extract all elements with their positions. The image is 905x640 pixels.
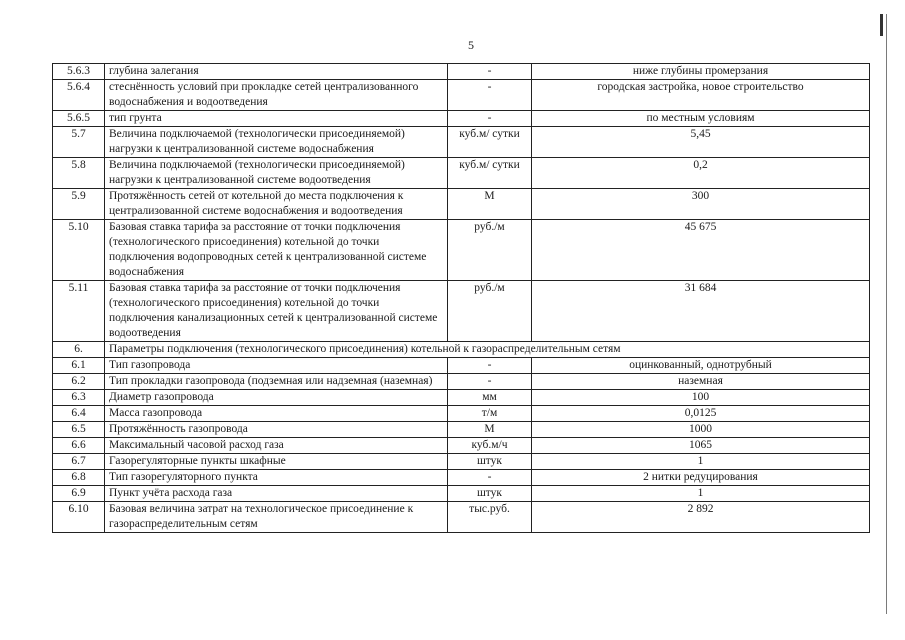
row-value: 45 675 <box>532 220 870 281</box>
row-value: городская застройка, новое строительство <box>532 80 870 111</box>
table-row <box>53 374 870 390</box>
row-description: Базовая величина затрат на технологическое присоединение к газораспределительным сетям <box>105 502 448 533</box>
row-unit: - <box>448 358 532 374</box>
row-description: Базовая ставка тарифа за расстояние от точки подключения (технологического присоединения) котельной до точки подключения водопроводных сетей к централизованной системе водоснабжения <box>105 220 448 281</box>
row-unit: тыс.руб. <box>448 502 532 533</box>
row-unit: - <box>448 470 532 486</box>
table-row <box>53 422 870 438</box>
row-number: 5.8 <box>53 158 105 189</box>
row-description: Газорегуляторные пункты шкафные <box>105 454 448 470</box>
row-value: 0,2 <box>532 158 870 189</box>
table-row <box>53 486 870 502</box>
table-row <box>53 390 870 406</box>
row-unit: - <box>448 80 532 111</box>
row-unit: куб.м/ сутки <box>448 127 532 158</box>
row-number: 5.6.5 <box>53 111 105 127</box>
row-unit: - <box>448 111 532 127</box>
row-number: 6.1 <box>53 358 105 374</box>
scan-edge-mark <box>880 14 883 36</box>
page-number: 5 <box>468 38 474 52</box>
table-row <box>53 127 870 158</box>
table-row <box>53 454 870 470</box>
table-row <box>53 502 870 533</box>
row-description: Протяжённость газопровода <box>105 422 448 438</box>
table-row <box>53 358 870 374</box>
row-description: Пункт учёта расхода газа <box>105 486 448 502</box>
row-value: 0,0125 <box>532 406 870 422</box>
row-unit: штук <box>448 454 532 470</box>
row-value: 300 <box>532 189 870 220</box>
row-number: 5.6.3 <box>53 64 105 80</box>
row-value: оцинкованный, однотрубный <box>532 358 870 374</box>
row-number: 6.4 <box>53 406 105 422</box>
row-description: Величина подключаемой (технологически присоединяемой) нагрузки к централизованной системе водоотведения <box>105 158 448 189</box>
row-value: 31 684 <box>532 281 870 342</box>
row-value: 2 нитки редуцирования <box>532 470 870 486</box>
row-value: 1 <box>532 486 870 502</box>
row-description: Максимальный часовой расход газа <box>105 438 448 454</box>
row-value: по местным условиям <box>532 111 870 127</box>
row-number: 6.2 <box>53 374 105 390</box>
row-unit: мм <box>448 390 532 406</box>
row-number: 5.9 <box>53 189 105 220</box>
row-value: ниже глубины промерзания <box>532 64 870 80</box>
row-number: 5.7 <box>53 127 105 158</box>
row-description: Тип прокладки газопровода (подземная или надземная (наземная) <box>105 374 448 390</box>
row-description: Масса газопровода <box>105 406 448 422</box>
row-number: 6.10 <box>53 502 105 533</box>
table-row <box>53 406 870 422</box>
row-number: 6.5 <box>53 422 105 438</box>
row-value: 1000 <box>532 422 870 438</box>
table-row <box>53 64 870 80</box>
row-value: 5,45 <box>532 127 870 158</box>
row-number: 5.6.4 <box>53 80 105 111</box>
row-value: 100 <box>532 390 870 406</box>
row-number: 5.11 <box>53 281 105 342</box>
section-header-row <box>53 342 870 358</box>
table-row <box>53 158 870 189</box>
row-description: Протяжённость сетей от котельной до места подключения к централизованной системе водоснабжения и водоотведения <box>105 189 448 220</box>
row-description: глубина залегания <box>105 64 448 80</box>
row-unit: М <box>448 189 532 220</box>
row-description: тип грунта <box>105 111 448 127</box>
row-value: 2 892 <box>532 502 870 533</box>
row-number: 5.10 <box>53 220 105 281</box>
section-number: 6. <box>53 342 105 358</box>
row-value: 1 <box>532 454 870 470</box>
section-title: Параметры подключения (технологического присоединения) котельной к газораспределительным сетям <box>105 342 870 358</box>
table-row <box>53 80 870 111</box>
row-unit: - <box>448 64 532 80</box>
table-row <box>53 220 870 281</box>
row-unit: куб.м/ч <box>448 438 532 454</box>
table-row <box>53 438 870 454</box>
row-description: стеснённость условий при прокладке сетей централизованного водоснабжения и водоотведения <box>105 80 448 111</box>
table-row <box>53 281 870 342</box>
parameters-table <box>52 63 870 533</box>
row-unit: штук <box>448 486 532 502</box>
row-number: 6.3 <box>53 390 105 406</box>
row-value: наземная <box>532 374 870 390</box>
row-unit: т/м <box>448 406 532 422</box>
table-row <box>53 189 870 220</box>
row-number: 6.9 <box>53 486 105 502</box>
row-description: Тип газопровода <box>105 358 448 374</box>
row-unit: куб.м/ сутки <box>448 158 532 189</box>
row-description: Диаметр газопровода <box>105 390 448 406</box>
row-description: Базовая ставка тарифа за расстояние от точки подключения (технологического присоединения) котельной до точки подключения канализационных сетей к централизованной системе водоотведения <box>105 281 448 342</box>
row-unit: - <box>448 374 532 390</box>
scan-edge-line <box>886 14 887 614</box>
table-row <box>53 111 870 127</box>
row-value: 1065 <box>532 438 870 454</box>
row-description: Тип газорегуляторного пункта <box>105 470 448 486</box>
table-row <box>53 470 870 486</box>
row-unit: руб./м <box>448 281 532 342</box>
row-number: 6.6 <box>53 438 105 454</box>
row-unit: руб./м <box>448 220 532 281</box>
row-number: 6.7 <box>53 454 105 470</box>
row-number: 6.8 <box>53 470 105 486</box>
row-unit: М <box>448 422 532 438</box>
row-description: Величина подключаемой (технологически присоединяемой) нагрузки к централизованной системе водоснабжения <box>105 127 448 158</box>
